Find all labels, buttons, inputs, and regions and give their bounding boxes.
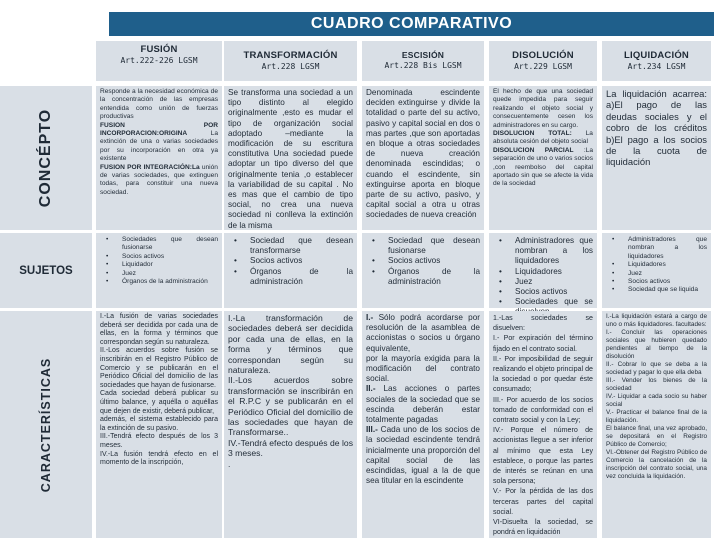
paragraph-item: II.-Los acuerdos sobre transformación se inscribirán en el R.P.C y se publicarán en el Periódico Oficial del domicilio de las sociedades que hayan de Transformarse.. [228, 375, 353, 438]
concepto-disolucion-intro: El hecho de que una sociedad quede impedida para seguir realizando el objeto social y consecuentemente cesen los administradores en su cargo. [493, 88, 593, 129]
caracteristicas-transformacion-cell [224, 311, 357, 538]
header-transformacion-law: Art.228 LGSM [261, 62, 320, 71]
list-item: • Socios activos [366, 256, 480, 266]
sujetos-escision-list [366, 236, 480, 287]
disolucion-parcial-label: DISOLUCION PARCIAL [493, 146, 574, 154]
paragraph-item: V.- Por la pérdida de las dos terceras partes del capital social. [493, 487, 593, 516]
header-fusion-law: Art.222-226 LGSM [120, 56, 198, 65]
list-item: • Sociedad que desean transformarse [228, 236, 353, 256]
paragraph-item: II.-Los acuerdos sobre fusión se inscribirán en el Registro Público de Comercio y se publicarán en el Periódico Oficial del domicilio de las sociedades que hayan de fusionarse. [100, 347, 218, 389]
concepto-escision-cell [362, 86, 484, 230]
paragraph-item: I.-La fusión de varias sociedades deberá ser decidida por cada una de ellas, en la forma y términos que correspondan según su naturaleza. [100, 313, 218, 346]
list-item: • Juez [606, 270, 707, 278]
fusion-integracion-text: unión de varias sociedades, que extinguen todas, para constituir una nueva sociedad. [100, 163, 218, 196]
list-item: • Sociedad que se liquida [606, 286, 707, 294]
escision-char-3: II.- Las acciones o partes sociales de la sociedad que se escinda deberán estar totalmente pagadas [366, 384, 480, 425]
sujetos-fusion-list [100, 236, 218, 286]
header-fusion-name: FUSIÓN [140, 44, 178, 55]
sujetos-fusion-cell [96, 233, 222, 308]
paragraph-item: . [228, 458, 231, 469]
row-label-caracteristicas [0, 311, 92, 538]
header-liquidacion [602, 41, 711, 81]
sujetos-escision-cell [362, 233, 484, 308]
paragraph-item: VI-Disuelta la sociedad, se pondrá en liquidación [493, 518, 593, 537]
list-item: • Liquidadores [606, 261, 707, 269]
paragraph-item: IV.- Liquidar a cada socio su haber social [606, 393, 707, 408]
disolucion-total-label: DISOLUCION TOTAL: [493, 130, 572, 138]
list-item: • Socios activos [606, 278, 707, 286]
paragraph-item: III.-Tendrá efecto después de los 3 meses. [100, 433, 218, 449]
paragraph-item: III.- Por acuerdo de los socios tomado de conformidad con el contrato social y con la Ley; [493, 395, 593, 425]
paragraph-item: V.- Practicar el balance final de la liquidación. [606, 409, 707, 424]
list-item: • Liquidador [100, 261, 218, 269]
escision-char-4: III.- Cada uno de los socios de la sociedad escindente tendrá inicialmente una proporción del capital social de las escindidas, igual a la de que sea titular en la escindente [366, 425, 480, 486]
sujetos-liquidacion-list [606, 236, 707, 295]
paragraph-item: VI.-Obtener del Registro Público de Comercio la cancelación de la inscripción del contrato social, una vez concluida la liquidación. [606, 449, 707, 480]
paragraph-item: Cada sociedad deberá publicar su último balance, y aquélla o aquéllas que dejen de existir, deberá publicar, [100, 390, 218, 415]
list-item: • Liquidadores [493, 267, 593, 277]
concepto-disolucion-parcial [493, 147, 593, 189]
fusion-incorporacion-text: La extinción de una o varias sociedades por su incorporación en otra ya existente [100, 130, 218, 163]
header-transformacion [224, 41, 357, 81]
concepto-disolucion-cell [489, 86, 597, 230]
paragraph-item: III.- Vender los bienes de la sociedad [606, 377, 707, 392]
list-item: • Órganos de la administración [366, 267, 480, 287]
row-label-caracteristicas-text: CARACTERÍSTICAS [39, 357, 54, 492]
list-item: • Juez [493, 277, 593, 287]
row-label-sujetos-text: SUJETOS [19, 264, 73, 277]
concepto-fusion-intro: Responde a la necesidad económica de la concentración de las empresas entendida como unión de fuerzas productivas [100, 88, 218, 121]
caracteristicas-liquidacion-list [606, 313, 707, 481]
disolucion-parcial-text: :La separación de uno o varios socios ,con reembolso del capital aportado sin que se afecte la vida de la sociedad [493, 146, 593, 188]
paragraph-item: I.- Concluir las operaciones sociales que hubieren quedado pendientes al tiempo de la disolución [606, 329, 707, 360]
list-item: • Órganos de la administración [228, 267, 353, 287]
escision-char-1: I.- Sólo podrá acordarse por resolución de la asamblea de accionistas o socios u órgano equivalente, [366, 313, 480, 353]
page-title: CUADRO COMPARATIVO [109, 12, 714, 36]
header-escision [362, 41, 484, 81]
paragraph-item: I.-La liquidación estará a cargo de uno o más liquidadores. facultades: [606, 313, 707, 328]
row-label-sujetos [0, 233, 92, 308]
fusion-incorporacion-label: FUSION POR INCORPORACION:ORIGINA [100, 121, 218, 138]
sujetos-transformacion-cell [224, 233, 357, 308]
concepto-transformacion-cell [224, 86, 357, 230]
list-item: • Sociedades que se [493, 297, 593, 317]
list-item: • Socios activos [493, 287, 593, 297]
concepto-disolucion-total [493, 130, 593, 147]
concepto-liquidacion-text: La liquidación acarrea: a)El pago de las deudas sociales y el cobro de los créditos b)El pago a los socios de la cuota de liquidación [606, 88, 707, 168]
header-disolucion-law: Art.229 LGSM [514, 62, 572, 71]
caracteristicas-disolucion-cell [489, 311, 597, 538]
header-liquidacion-law: Art.234 LGSM [627, 62, 686, 71]
header-escision-name: ESCISIÓN [401, 50, 445, 60]
concepto-liquidacion-cell [602, 86, 711, 230]
list-item: • Órganos de la administración [100, 278, 218, 286]
header-disolucion [489, 41, 597, 81]
sujetos-liquidacion-cell [602, 233, 711, 308]
row-label-concepto [0, 86, 92, 230]
list-item: • Administradores que nombran a los liquidadores [493, 236, 593, 267]
header-disolucion-name: DISOLUCIÓN [512, 50, 574, 61]
caracteristicas-transformacion-list [228, 313, 353, 469]
caracteristicas-fusion-cell [96, 311, 222, 538]
list-item: • Sociedades que desean fusionarse [100, 236, 218, 253]
paragraph-item: IV.- Porque el número de accionistas llegue a ser inferior al mínimo que esta Ley establece, o porque las partes de interés se reúnan en una sola persona; [493, 426, 593, 486]
header-transformacion-name: TRANSFORMACIÓN [243, 50, 338, 61]
sujetos-disolucion-list [493, 236, 593, 318]
list-item: • Socios activos [100, 253, 218, 261]
caracteristicas-liquidacion-cell [602, 311, 711, 538]
list-item: • Administradores que nombran a los liquidadores [606, 236, 707, 261]
paragraph-item: El balance final, una vez aprobado, se depositará en el Registro Público de Comercio; [606, 425, 707, 448]
caracteristicas-disolucion-list [493, 313, 593, 537]
header-liquidacion-name: LIQUIDACIÓN [623, 50, 689, 61]
fusion-integracion-label: FUSION POR INTEGRACIÓN:La [100, 163, 200, 171]
sujetos-transformacion-list [228, 236, 353, 287]
list-item: • Sociedad que desean fusionarse [366, 236, 480, 256]
disolucion-total-text: La absoluta cesión del objeto social [493, 130, 593, 146]
caracteristicas-fusion-list [100, 313, 218, 468]
paragraph-item: I.-La transformación de sociedades deberá ser decidida por cada una de ellas, en la forma y términos que correspondan según su naturaleza. [228, 313, 353, 376]
concepto-fusion-cell [96, 86, 222, 230]
sujetos-disolucion-cell [489, 233, 597, 308]
header-fusion [96, 41, 222, 81]
concepto-fusion-integracion [100, 164, 218, 198]
paragraph-item: II.- Por imposibilidad de seguir realizando el objeto principal de la sociedad o por quedar éste consumado; [493, 354, 593, 394]
escision-char-2: por la mayoría exigida para la modificación del contrato social. [366, 353, 480, 384]
paragraph-item: IV.-Tendrá efecto después de los 3 meses. [228, 437, 353, 459]
paragraph-item: II.- Cobrar lo que se deba a la sociedad y pagar lo que ella deba [606, 361, 707, 376]
list-item: • Juez [100, 270, 218, 278]
header-escision-law: Art.228 Bis LGSM [384, 61, 462, 70]
caracteristicas-escision-list [366, 313, 480, 486]
list-item: • Socios activos [228, 256, 353, 266]
caracteristicas-escision-cell [362, 311, 484, 538]
row-label-concepto-text: CONCÉPTO [37, 108, 55, 208]
concepto-transformacion-text: Se transforma una sociedad a un tipo distinto al elegido originalmente ,esto es mudar el tipo de organización social adoptado –mediante la modificación de su escritura constitutiva Una sociedad puede adoptar un tipo diverso del que originalmente tenia ,o establecer la variabilidad de su capital . No es mas que el cambio de tipo social, no crea una nueva sociedad ni conlleva la extinción de la misma [228, 88, 353, 230]
concepto-escision-text: Denominada escindente deciden extinguirse y divide la totalidad o parte del su activo, pasivo y capital social en dos o mas partes ,que son aportadas en bloque a otras sociedades de nueva creación denominada escindidas; o cuando el escindente, sin extinguirse aporta en bloque parte de su activo, pasivo, y capital social a otra u otras sociedades de nueva creación [366, 88, 480, 220]
paragraph-item: además, el sistema establecido para la extinción de su pasivo. [100, 416, 218, 432]
paragraph-item: IV.-La fusión tendrá efecto en el momento de la inscripción, [100, 450, 218, 467]
paragraph-item: 1.-Las sociedades se disuelven: [493, 314, 593, 333]
concepto-fusion-incorporacion [100, 122, 218, 164]
paragraph-item: I.- Por expiración del término fijado en el contrato social. [493, 334, 593, 353]
